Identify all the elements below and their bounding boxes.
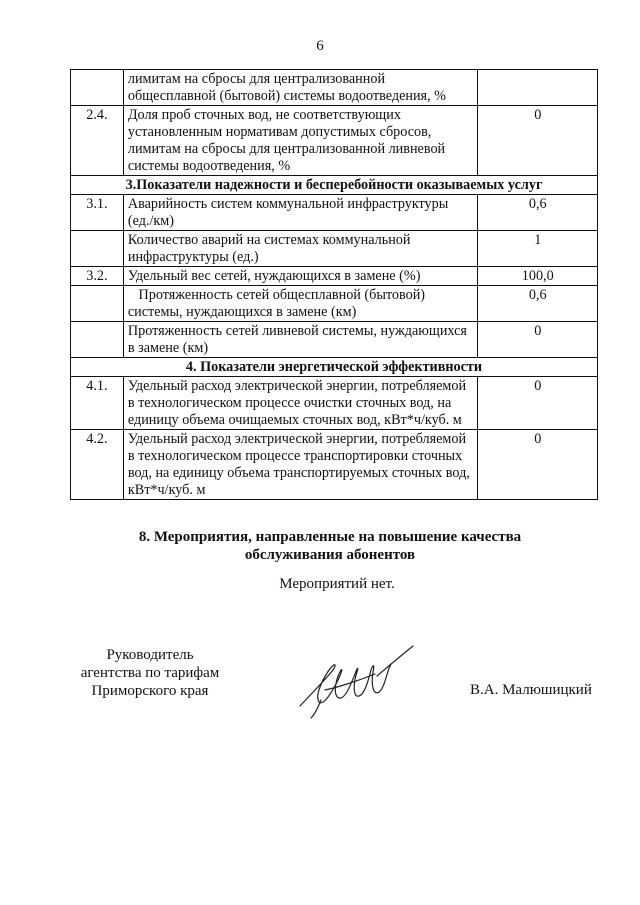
indicator-value: 0,6 [478,195,598,231]
page-number: 6 [316,38,324,54]
indicator-name: лимитам на сбросы для централизованной общесплавной (бытовой) системы водоотведения, % [123,70,478,106]
indicator-value [478,70,598,106]
row-number: 4.2. [71,430,124,500]
section-8-title-line2: обслуживания абонентов [244,547,416,563]
indicator-name: Протяженность сетей общесплавной (бытовой) системы, нуждающихся в замене (км) [123,286,478,322]
section-header: 3.Показатели надежности и бесперебойности оказываемых услуг [71,176,598,195]
row-number: 4.1. [71,377,124,430]
row-number [71,286,124,322]
table-row [71,70,598,106]
table-row [71,322,598,358]
indicator-name: Удельный расход электрической энергии, потребляемой в технологическом процессе очистки сточных вод, на единицу объема очищаемых сточных вод, кВт*ч/куб. м [123,377,478,430]
signer-position [70,646,230,700]
table-row [71,267,598,286]
section-header: 4. Показатели энергетической эффективности [71,358,598,377]
indicators-table [70,69,598,500]
row-number: 2.4. [71,106,124,176]
indicator-name: Количество аварий на системах коммунальной инфраструктуры (ед.) [123,231,478,267]
indicator-name: Протяженность сетей ливневой системы, нуждающихся в замене (км) [123,322,478,358]
table-row [71,195,598,231]
indicator-value: 0 [478,430,598,500]
indicators-table-body [71,70,598,500]
indicator-name: Удельный вес сетей, нуждающихся в замене (%) [123,267,478,286]
section-8-title [60,528,600,564]
table-row [71,106,598,176]
handwritten-signature [295,640,425,720]
table-row [71,430,598,500]
table-row [71,377,598,430]
table-row [71,286,598,322]
signer-position-line1: Руководитель [106,647,194,663]
signer-position-line2: агентства по тарифам [80,665,220,681]
indicator-value: 1 [478,231,598,267]
section-header-row [71,176,598,195]
signer-name: В.А. Малюшицкий [470,682,592,698]
section-header-row [71,358,598,377]
table-row [71,231,598,267]
indicator-value: 100,0 [478,267,598,286]
row-number [71,70,124,106]
signer-position-line3: Приморского края [91,683,209,699]
row-number [71,322,124,358]
row-number: 3.2. [71,267,124,286]
no-measures-text: Мероприятий нет. [279,576,395,592]
row-number [71,231,124,267]
indicator-name: Аварийность систем коммунальной инфраструктуры (ед./км) [123,195,478,231]
indicator-value: 0 [478,322,598,358]
section-8-title-line1: 8. Мероприятия, направленные на повышение качества [138,529,522,545]
row-number: 3.1. [71,195,124,231]
indicator-value: 0 [478,377,598,430]
indicator-name: Удельный расход электрической энергии, потребляемой в технологическом процессе транспортировки сточных вод, на единицу объема транспортируемых сточных вод, кВт*ч/куб. м [123,430,478,500]
indicator-name: Доля проб сточных вод, не соответствующих установленным нормативам допустимых сбросов, лимитам на сбросы для централизованной ливневой системы водоотведения, % [123,106,478,176]
indicator-value: 0,6 [478,286,598,322]
indicator-value: 0 [478,106,598,176]
